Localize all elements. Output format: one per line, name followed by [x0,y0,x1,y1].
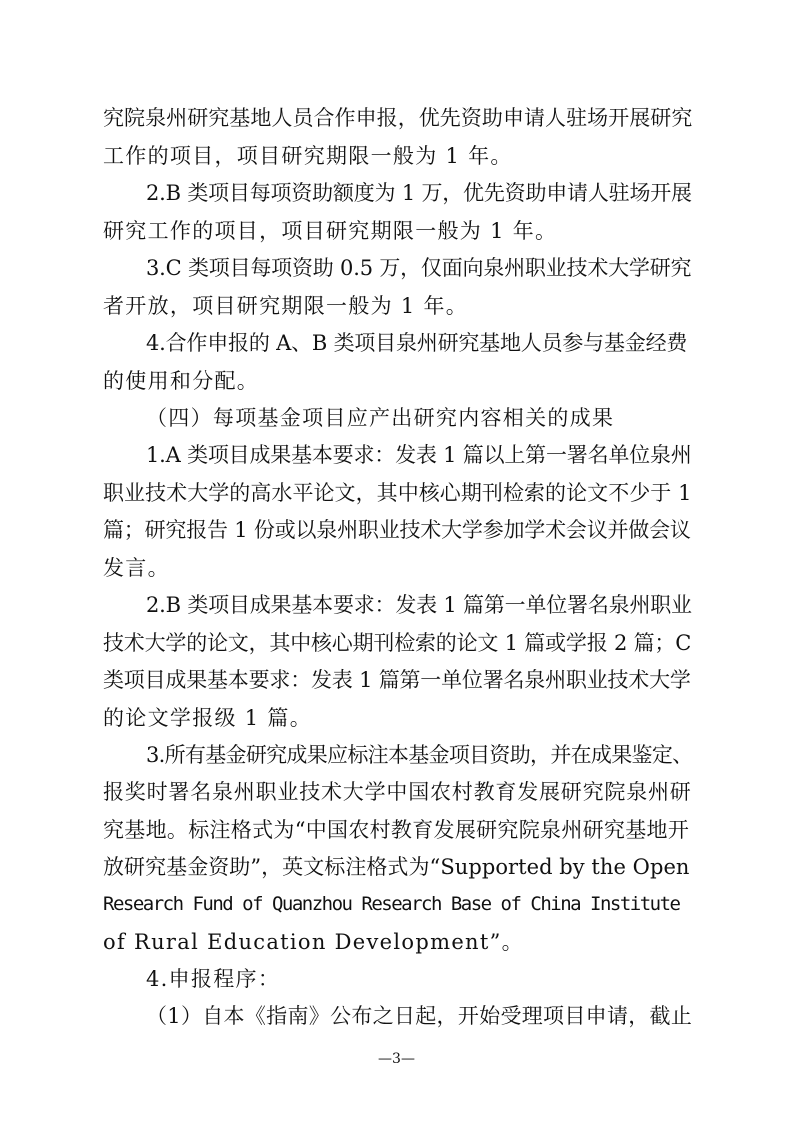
paragraph-line: 放研究基金资助”，英文标注格式为“Supported by the Open [103,855,690,879]
paragraph-line: 究院泉州研究基地人员合作申报，优先资助申请人驻场开展研究 [103,106,693,130]
paragraph-line: （1）自本《指南》公布之日起，开始受理项目申请，截止 [146,1004,693,1028]
paragraph-line: 4.合作申报的 A、B 类项目泉州研究基地人员参与基金经费 [146,331,688,355]
paragraph-line: 的使用和分配。 [103,369,260,393]
paragraph-line: 2.B 类项目成果基本要求：发表 1 篇第一单位署名泉州职业 [146,593,692,617]
paragraph-line: 究基地。标注格式为“中国农村教育发展研究院泉州研究基地开 [103,818,690,842]
paragraph-line: 篇；研究报告 1 份或以泉州职业技术大学参加学术会议并做会议 [103,518,691,542]
paragraph-line: 者开放，项目研究期限一般为 1 年。 [103,294,469,318]
page-number: —3— [378,1051,415,1067]
paragraph-line: 研究工作的项目，项目研究期限一般为 1 年。 [103,219,558,243]
paragraph-line: 3.所有基金研究成果应标注本基金项目资助，并在成果鉴定、 [146,743,693,767]
paragraph-line: 报奖时署名泉州职业技术大学中国农村教育发展研究院泉州研 [103,780,692,804]
paragraph-line: 的论文学报级 1 篇。 [103,706,313,730]
paragraph-line: 2.B 类项目每项资助额度为 1 万，优先资助申请人驻场开展 [146,181,692,205]
paragraph-line: 1.A 类项目成果基本要求：发表 1 篇以上第一署名单位泉州 [146,443,692,467]
paragraph-line: 工作的项目，项目研究期限一般为 1 年。 [103,144,513,168]
paragraph-line: 发言。 [103,556,170,580]
paragraph-line: of Rural Education Development”。 [103,930,524,954]
paragraph-line: 职业技术大学的高水平论文，其中核心期刊检索的论文不少于 1 [103,481,692,505]
paragraph-line: 3.C 类项目每项资助 0.5 万，仅面向泉州职业技术大学研究 [146,256,692,280]
paragraph-line: 技术大学的论文，其中核心期刊检索的论文 1 篇或学报 2 篇；C [103,631,692,655]
paragraph-line: 4.申报程序： [146,967,281,991]
paragraph-line: Research Fund of Quanzhou Research Base of China Institute [103,893,680,915]
section-heading: （四）每项基金项目应产出研究内容相关的成果 [146,406,615,430]
paragraph-line: 类项目成果基本要求：发表 1 篇第一单位署名泉州职业技术大学 [103,668,691,692]
